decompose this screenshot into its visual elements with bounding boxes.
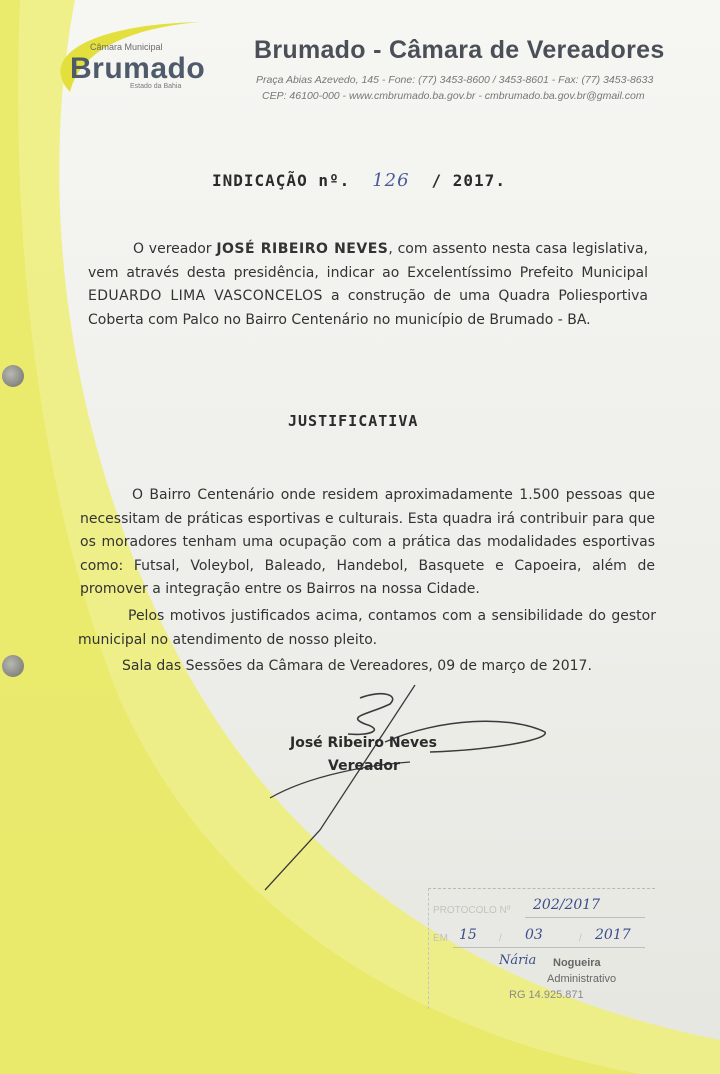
stamp-line-1 — [525, 917, 645, 918]
logo-estado: Estado da Bahia — [130, 83, 182, 90]
logo-brumado: Brumado — [70, 52, 206, 85]
justificativa-heading: JUSTIFICATIVA — [288, 412, 419, 430]
letterhead-contact: CEP: 46100-000 - www.cmbrumado.ba.gov.br - cmbrumado.ba.gov.br@gmail.com — [262, 90, 645, 102]
letterhead-address: Praça Abias Azevedo, 145 - Fone: (77) 3453-8600 / 3453-8601 - Fax: (77) 3453-8633 — [256, 74, 654, 86]
indicacao-heading — [212, 170, 506, 191]
stamp-em-label: EM — [433, 933, 448, 944]
signatory-role: Vereador — [328, 758, 400, 774]
closing-paragraph: Pelos motivos justificados acima, contamos com a sensibilidade do gestor municipal no atendimento de nosso pleito. — [78, 608, 656, 648]
handwritten-signature — [250, 680, 560, 900]
logo-camara-municipal: Câmara Municipal — [90, 42, 163, 52]
stamp-slash-2: / — [579, 933, 582, 944]
p1-text-c: a construção de uma Quadra Poliesportiva Coberta com Palco no Bairro Centenário no município de Brumado - BA. — [88, 288, 648, 328]
vereador-name: JOSÉ RIBEIRO NEVES — [216, 241, 389, 257]
indicacao-label: INDICAÇÃO nº. — [212, 171, 351, 190]
stamp-signer-reg: RG 14.925.871 — [509, 989, 584, 1001]
stamp-month: 03 — [525, 927, 543, 943]
p1-text-a: O vereador — [133, 241, 217, 257]
protocol-stamp — [428, 888, 655, 1009]
justificativa-paragraph: O Bairro Centenário onde residem aproximadamente 1.500 pessoas que necessitam de práticas esportivas e culturais. Esta quadra irá contribuir para que os moradores tenham uma ocupação com a prática das modalidades esportivas como: Futsal, Voleybol, Baleado, Handebol, Basquete e Capoeira, além de promover a integração entre os Bairros na nossa Cidade. — [80, 487, 655, 597]
prefeito-name: EDUARDO LIMA VASCONCELOS — [88, 288, 323, 304]
punch-hole-bottom — [2, 655, 24, 677]
stamp-slash-1: / — [499, 933, 502, 944]
sala-das-sessoes-date: Sala das Sessões da Câmara de Vereadores, 09 de março de 2017. — [122, 658, 592, 674]
stamp-signer-role: Administrativo — [547, 973, 617, 985]
stamp-signer-signature: Nária — [499, 953, 537, 968]
stamp-protocolo-value: 202/2017 — [533, 897, 601, 913]
request-paragraph — [88, 238, 648, 332]
stamp-signer-name: Nogueira — [553, 957, 601, 969]
stamp-line-2 — [453, 947, 645, 948]
indicacao-year: / 2017. — [431, 171, 506, 190]
p1-text-b: , com assento nesta casa legislativa, vem através desta presidência, indicar ao Excelentíssimo Prefeito Municipal — [88, 241, 648, 281]
punch-hole-top — [2, 365, 24, 387]
stamp-day: 15 — [459, 927, 477, 943]
stamp-protocolo-label: PROTOCOLO Nº — [433, 905, 511, 916]
stamp-year: 2017 — [595, 927, 631, 943]
indicacao-number: 126 — [372, 170, 410, 191]
letterhead-title: Brumado - Câmara de Vereadores — [254, 36, 665, 64]
signatory-name: José Ribeiro Neves — [290, 735, 437, 751]
